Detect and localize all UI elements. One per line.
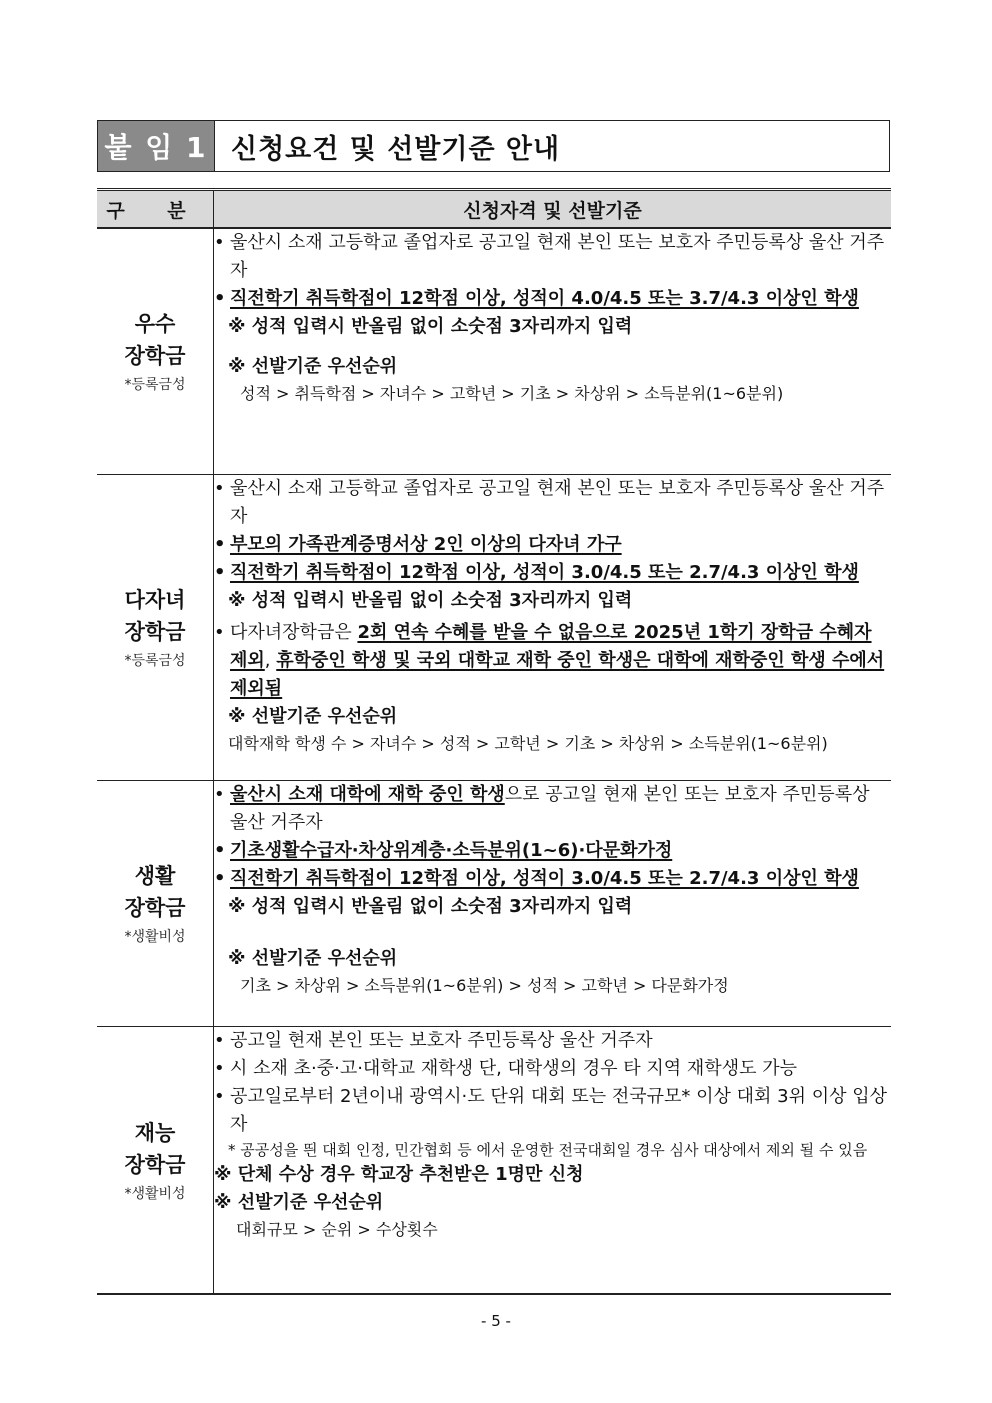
list-item: • 공고일로부터 2년이내 광역시·도 단위 대회 또는 전국규모* 이상 대회 3위 이상 입상자 bbox=[214, 1083, 891, 1139]
priority-order: 대회규모 > 순위 > 수상횟수 bbox=[236, 1219, 438, 1239]
table-row bbox=[97, 1026, 891, 1294]
note: ※ 선발기준 우선순위 bbox=[214, 1191, 384, 1213]
table-row bbox=[97, 780, 891, 1026]
note: ※ 선발기준 우선순위 bbox=[228, 356, 398, 377]
priority-order: 성적 > 취득학점 > 자녀수 > 고학년 > 기초 > 차상위 > 소득분위(1~6분위) bbox=[240, 384, 784, 403]
category-type: *생활비성 bbox=[124, 1185, 186, 1202]
note: ※ 성적 입력시 반올림 없이 소숫점 3자리까지 입력 bbox=[228, 895, 633, 917]
underlined-text: 직전학기 취득학점이 12학점 이상, 성적이 4.0/4.5 또는 3.7/4.3 이상인 학생 bbox=[230, 288, 859, 309]
category-cell bbox=[97, 1026, 214, 1294]
category-cell bbox=[97, 228, 214, 474]
category-type: *등록금성 bbox=[124, 377, 186, 394]
priority-order: 기초 > 차상위 > 소득분위(1~6분위) > 성적 > 고학년 > 다문화가정 bbox=[240, 975, 729, 995]
category-name-line1: 재능 bbox=[134, 1120, 176, 1145]
column-header-criteria: 신청자격 및 선발기준 bbox=[214, 190, 892, 229]
criteria-cell bbox=[214, 474, 892, 780]
list-item bbox=[214, 285, 891, 313]
column-header-category: 구 분 bbox=[97, 190, 214, 229]
page-number: - 5 - bbox=[481, 1312, 511, 1330]
category-name-line2: 장학금 bbox=[124, 896, 186, 920]
underlined-text: 부모의 가족관계증명서상 2인 이상의 다자녀 가구 bbox=[230, 533, 622, 555]
criteria-cell bbox=[214, 780, 892, 1026]
attachment-label: 붙 임 1 bbox=[98, 121, 215, 171]
note: ※ 성적 입력시 반올림 없이 소숫점 3자리까지 입력 bbox=[228, 316, 633, 337]
criteria-cell bbox=[214, 1026, 892, 1294]
attachment-title-box bbox=[97, 120, 890, 172]
criteria-cell bbox=[214, 228, 892, 474]
table-row bbox=[97, 228, 891, 474]
category-name-line2: 장학금 bbox=[124, 344, 186, 369]
underlined-text: 휴학중인 학생 및 국외 대학교 재학 중인 학생은 대학에 재학중인 학생 수에서 제외됨 bbox=[230, 649, 885, 699]
note: ※ 단체 수상 경우 학교장 추천받은 1명만 신청 bbox=[214, 1163, 584, 1185]
list-item: • 울산시 소재 대학에 재학 중인 학생으로 공고일 현재 본인 또는 보호자 주민등록상 울산 거주자 bbox=[214, 781, 891, 837]
category-name-line1: 우수 bbox=[134, 312, 176, 337]
note: ※ 선발기준 우선순위 bbox=[228, 705, 398, 727]
footnote: * 공공성을 띈 대회 인정, 민간협회 등 에서 운영한 전국대회일 경우 심사 대상에서 제외 될 수 있음 bbox=[228, 1140, 868, 1159]
underlined-text: 기초생활수급자·차상위계층·소득분위(1~6)·다문화가정 bbox=[230, 839, 673, 861]
category-type: *생활비성 bbox=[124, 929, 186, 945]
page-title: 신청요건 및 선발기준 안내 bbox=[231, 133, 561, 165]
category-cell bbox=[97, 780, 214, 1026]
list-item: • 시 소재 초·중·고·대학교 재학생 단, 대학생의 경우 타 지역 재학생도 가능 bbox=[214, 1055, 891, 1083]
category-name-line1: 다자녀 bbox=[124, 588, 186, 612]
list-item: • 다자녀장학금은 2회 연속 수혜를 받을 수 없음으로 2025년 1학기 장학금 수혜자 제외, 휴학중인 학생 및 국외 대학교 재학 중인 학생은 대학에 재학중인 학생 수에서 제외됨 bbox=[214, 619, 891, 703]
underlined-text: 직전학기 취득학점이 12학점 이상, 성적이 3.0/4.5 또는 2.7/4.3 이상인 학생 bbox=[230, 867, 859, 889]
underlined-text: 직전학기 취득학점이 12학점 이상, 성적이 3.0/4.5 또는 2.7/4.3 이상인 학생 bbox=[230, 561, 859, 583]
list-item bbox=[214, 559, 891, 587]
category-name-line2: 장학금 bbox=[124, 1152, 186, 1177]
list-item bbox=[214, 865, 891, 893]
criteria-table bbox=[97, 188, 891, 1295]
list-item: • 공고일 현재 본인 또는 보호자 주민등록상 울산 거주자 bbox=[214, 1027, 891, 1055]
underlined-text: 울산시 소재 대학에 재학 중인 학생 bbox=[230, 783, 505, 805]
list-item: • 울산시 소재 고등학교 졸업자로 공고일 현재 본인 또는 보호자 주민등록상 울산 거주자 bbox=[214, 475, 891, 531]
table-row bbox=[97, 474, 891, 780]
list-item bbox=[214, 531, 891, 559]
note: ※ 성적 입력시 반올림 없이 소숫점 3자리까지 입력 bbox=[228, 589, 633, 611]
category-name-line2: 장학금 bbox=[124, 620, 186, 644]
list-item: • 울산시 소재 고등학교 졸업자로 공고일 현재 본인 또는 보호자 주민등록상 울산 거주자 bbox=[214, 229, 891, 285]
priority-order: 대학재학 학생 수 > 자녀수 > 성적 > 고학년 > 기초 > 차상위 > 소득분위(1~6분위) bbox=[228, 733, 828, 753]
underlined-text: 2회 연속 수혜를 받을 수 없음으로 2025년 1학기 장학금 수혜자 제외 bbox=[230, 621, 872, 671]
note: ※ 선발기준 우선순위 bbox=[228, 947, 398, 969]
category-cell bbox=[97, 474, 214, 780]
category-type: *등록금성 bbox=[124, 653, 186, 669]
table-header-row bbox=[97, 190, 891, 229]
category-name-line1: 생활 bbox=[134, 864, 176, 888]
list-item bbox=[214, 837, 891, 865]
